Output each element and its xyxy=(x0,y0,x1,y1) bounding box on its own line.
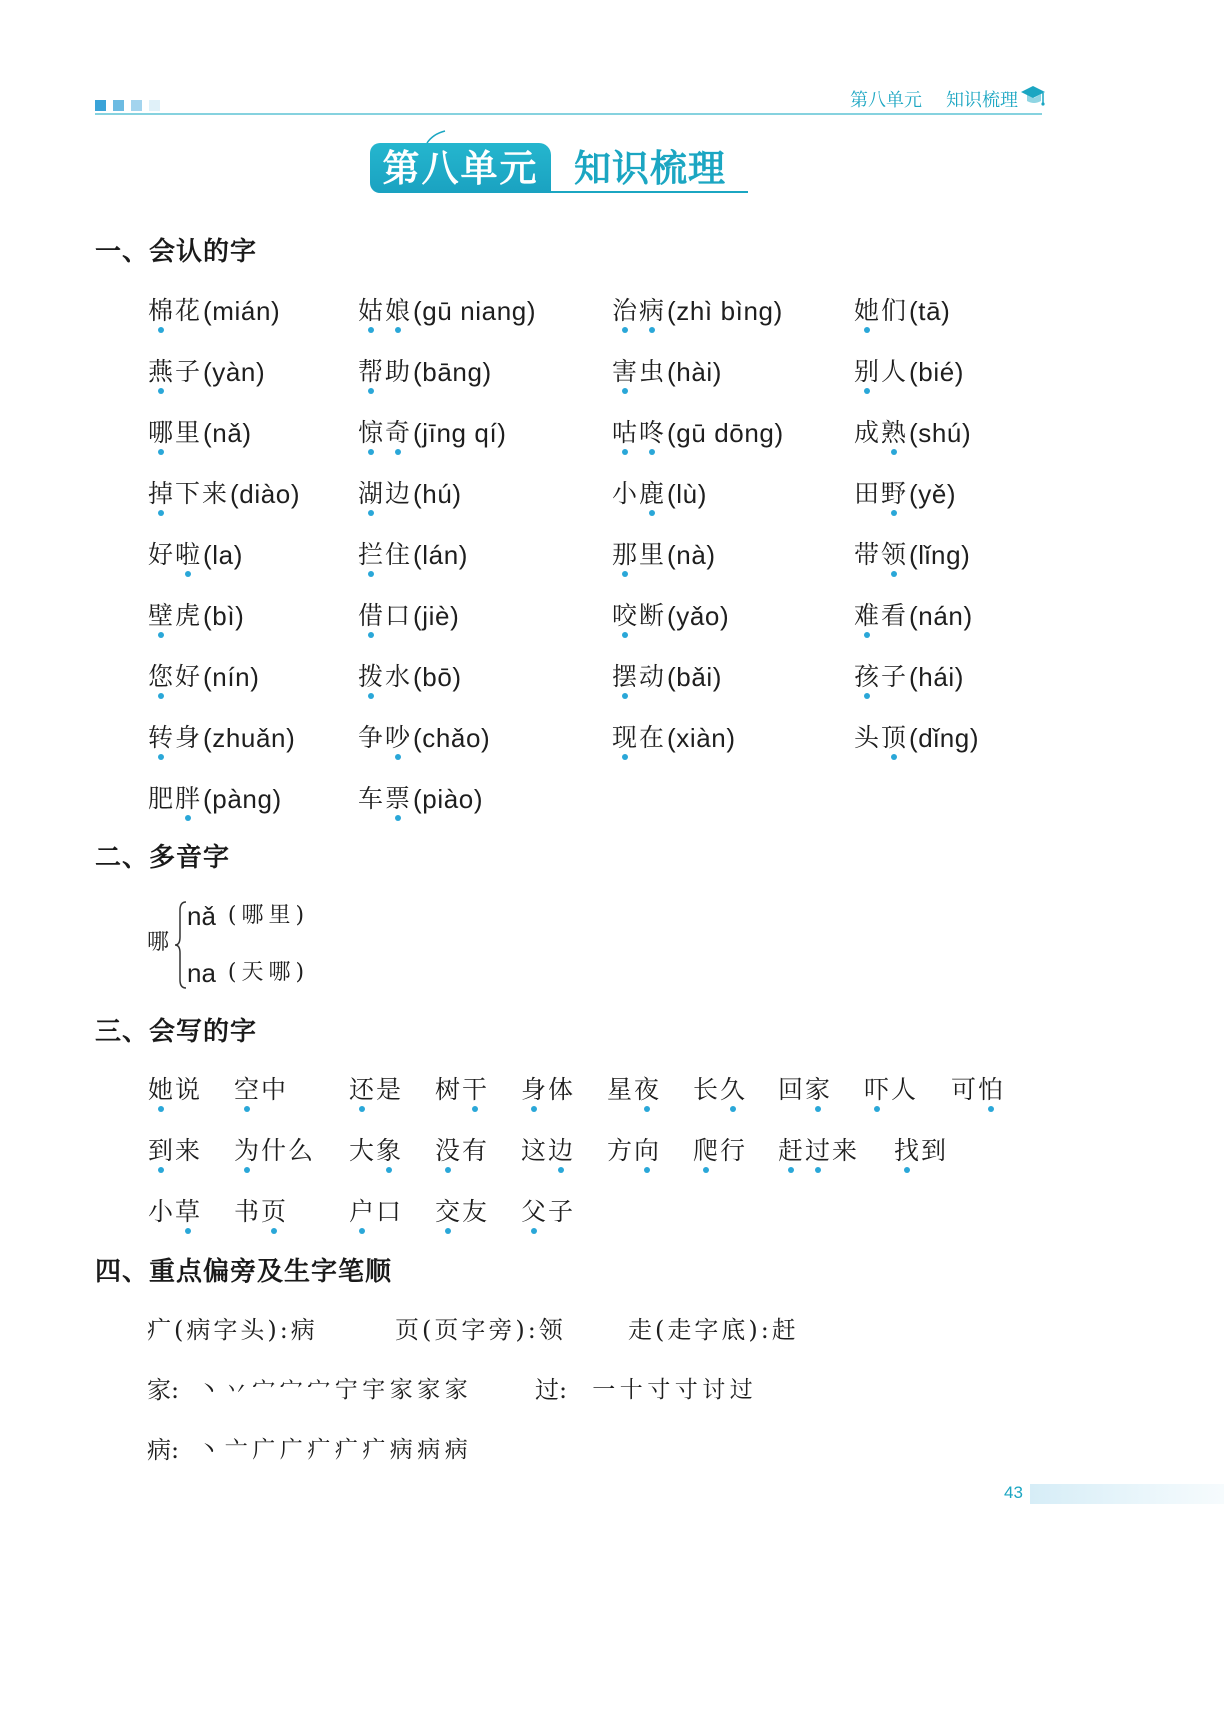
pinyin: (piào) xyxy=(413,784,484,814)
section-heading-recognize: 一、会认的字 xyxy=(95,237,258,267)
character: 断 xyxy=(638,601,664,630)
marked-character: 难 xyxy=(853,598,880,634)
character: 长 xyxy=(692,1075,718,1104)
marked-character: 她 xyxy=(853,293,880,329)
pinyin: (lǐng) xyxy=(909,540,971,570)
write-word xyxy=(606,1133,660,1169)
marked-character: 湖 xyxy=(357,476,384,512)
marked-character: 拦 xyxy=(357,537,384,573)
marked-character: 象 xyxy=(375,1133,402,1169)
pinyin: (bāng) xyxy=(413,357,492,387)
character: 身 xyxy=(174,723,200,752)
pinyin: (nà) xyxy=(667,540,716,570)
stroke-step: 丶 xyxy=(197,1437,221,1463)
recognize-entry xyxy=(147,720,295,756)
character: 来 xyxy=(174,1136,200,1165)
stroke-step: 病 xyxy=(444,1437,468,1463)
recognize-entry xyxy=(611,293,783,329)
pinyin: (zhuǎn) xyxy=(203,723,296,753)
stroke-order-label: 家: xyxy=(147,1376,180,1404)
section-heading-polyphone: 二、多音字 xyxy=(95,843,231,873)
character: 虫 xyxy=(638,357,664,386)
marked-character: 向 xyxy=(633,1133,660,1169)
marked-character: 咚 xyxy=(638,415,665,451)
marked-character: 户 xyxy=(348,1194,375,1230)
stroke-step: 宀 xyxy=(307,1377,331,1403)
pinyin: (yě) xyxy=(909,479,957,509)
marked-character: 边 xyxy=(547,1133,574,1169)
marked-character: 身 xyxy=(520,1072,547,1108)
marked-character: 病 xyxy=(638,293,665,329)
marked-character: 娘 xyxy=(384,293,411,329)
recognize-entry xyxy=(357,720,490,756)
character: 到 xyxy=(920,1136,946,1165)
pinyin: (tā) xyxy=(909,296,951,326)
polyphone-character: 哪 xyxy=(147,930,170,955)
character: 在 xyxy=(638,723,664,752)
marked-character: 夜 xyxy=(633,1072,660,1108)
section-heading-strokes: 四、重点偏旁及生字笔顺 xyxy=(95,1257,393,1287)
character: 回 xyxy=(777,1075,803,1104)
stroke-step: 讨 xyxy=(702,1377,726,1403)
marked-character: 家 xyxy=(804,1072,831,1108)
marked-character: 帮 xyxy=(357,354,384,390)
pinyin: (diào) xyxy=(230,479,301,509)
stroke-step: 广 xyxy=(279,1437,303,1463)
marked-character: 鹿 xyxy=(638,476,665,512)
marked-character: 啦 xyxy=(174,537,201,573)
write-word xyxy=(233,1072,287,1108)
recognize-entry xyxy=(611,354,722,390)
marked-character: 奇 xyxy=(384,415,411,451)
marked-character: 过 xyxy=(804,1133,831,1169)
marked-character: 惊 xyxy=(357,415,384,451)
reading-example-word: (天哪) xyxy=(227,960,310,985)
header-rule xyxy=(95,113,1042,115)
pinyin: (chǎo) xyxy=(413,723,491,753)
character: 大 xyxy=(348,1136,374,1165)
page-number: 43 xyxy=(1004,1483,1023,1502)
character: 好 xyxy=(174,662,200,691)
pinyin: (bǎi) xyxy=(667,662,723,692)
recognize-entry xyxy=(611,476,707,512)
character: 里 xyxy=(638,540,664,569)
stroke-order-sequence xyxy=(195,1432,470,1468)
write-word xyxy=(692,1133,746,1169)
marked-character: 胖 xyxy=(174,781,201,817)
character: 动 xyxy=(638,662,664,691)
character: 田 xyxy=(853,479,879,508)
character: 成 xyxy=(853,418,879,447)
pinyin: (jiè) xyxy=(413,601,460,631)
character: 们 xyxy=(880,296,906,325)
write-word xyxy=(893,1133,947,1169)
pinyin: (jīng qí) xyxy=(413,418,507,448)
pinyin: (gū niang) xyxy=(413,296,537,326)
marked-character: 找 xyxy=(893,1133,920,1169)
pinyin: (nán) xyxy=(909,601,973,631)
brace-icon xyxy=(174,900,188,990)
character: 人 xyxy=(880,357,906,386)
write-word xyxy=(520,1194,574,1230)
write-word xyxy=(147,1072,201,1108)
pinyin: (bié) xyxy=(909,357,965,387)
marked-character: 摆 xyxy=(611,659,638,695)
stroke-step: 丷 xyxy=(224,1377,248,1403)
marked-character: 空 xyxy=(233,1072,260,1108)
stroke-step: 疒 xyxy=(307,1437,331,1463)
recognize-entry xyxy=(853,476,956,512)
header-square xyxy=(95,100,106,111)
recognize-entry xyxy=(611,598,729,634)
recognize-entry xyxy=(357,781,483,817)
marked-character: 吵 xyxy=(384,720,411,756)
character: 方 xyxy=(606,1136,632,1165)
reading-example-word: (哪里) xyxy=(227,903,310,928)
header-square xyxy=(113,100,124,111)
marked-character: 咬 xyxy=(611,598,638,634)
marked-character: 熟 xyxy=(880,415,907,451)
recognize-entry xyxy=(357,476,462,512)
character: 体 xyxy=(547,1075,573,1104)
title-topic: 知识梳理 xyxy=(574,146,726,190)
running-header-unit: 第八单元 xyxy=(850,90,922,111)
reading-pinyin: na xyxy=(187,958,216,988)
write-word xyxy=(520,1133,574,1169)
character: 头 xyxy=(853,723,879,752)
stroke-step: 疒 xyxy=(362,1437,386,1463)
recognize-entry xyxy=(853,659,964,695)
character: 肥 xyxy=(147,784,173,813)
stroke-step: 寸 xyxy=(647,1377,671,1403)
character: 子 xyxy=(880,662,906,691)
marked-character: 姑 xyxy=(357,293,384,329)
stroke-step: 家 xyxy=(417,1377,441,1403)
write-word xyxy=(434,1194,488,1230)
marked-character: 壁 xyxy=(147,598,174,634)
stroke-step: 寸 xyxy=(674,1377,698,1403)
marked-character: 野 xyxy=(880,476,907,512)
character: 树 xyxy=(434,1075,460,1104)
character: 有 xyxy=(461,1136,487,1165)
stroke-step: 宇 xyxy=(362,1377,386,1403)
stroke-order-sequence xyxy=(590,1372,755,1408)
write-word xyxy=(233,1194,287,1230)
marked-character: 还 xyxy=(348,1072,375,1108)
marked-character: 别 xyxy=(853,354,880,390)
write-word xyxy=(348,1072,402,1108)
radical-note: 页(页字旁):领 xyxy=(395,1316,566,1344)
marked-character: 棉 xyxy=(147,293,174,329)
character: 子 xyxy=(174,357,200,386)
recognize-entry xyxy=(357,537,468,573)
marked-character: 借 xyxy=(357,598,384,634)
character: 是 xyxy=(375,1075,401,1104)
character: 小 xyxy=(611,479,637,508)
character: 好 xyxy=(147,540,173,569)
character: 友 xyxy=(461,1197,487,1226)
marked-character: 赶 xyxy=(777,1133,804,1169)
character: 虎 xyxy=(174,601,200,630)
character: 车 xyxy=(357,784,383,813)
recognize-entry xyxy=(853,415,971,451)
marked-character: 怕 xyxy=(977,1072,1004,1108)
marked-character: 治 xyxy=(611,293,638,329)
write-word xyxy=(348,1194,402,1230)
pinyin: (pàng) xyxy=(203,784,282,814)
pinyin: (la) xyxy=(203,540,243,570)
stroke-step: 十 xyxy=(619,1377,643,1403)
character: 可 xyxy=(950,1075,976,1104)
character: 子 xyxy=(547,1197,573,1226)
stroke-step: 亠 xyxy=(224,1437,248,1463)
recognize-entry xyxy=(853,354,964,390)
pinyin: (bō) xyxy=(413,662,462,692)
character: 这 xyxy=(520,1136,546,1165)
marked-character: 父 xyxy=(520,1194,547,1230)
recognize-entry xyxy=(853,598,973,634)
character: 行 xyxy=(719,1136,745,1165)
write-word xyxy=(863,1072,917,1108)
marked-character: 到 xyxy=(147,1133,174,1169)
write-word xyxy=(606,1072,660,1108)
polyphone-reading xyxy=(187,955,309,991)
character: 什 xyxy=(260,1136,286,1165)
recognize-entry xyxy=(357,354,492,390)
radical-note: 疒(病字头):病 xyxy=(147,1316,318,1344)
character: 说 xyxy=(174,1075,200,1104)
section-heading-write: 三、会写的字 xyxy=(95,1017,258,1047)
character: 带 xyxy=(853,540,879,569)
write-word xyxy=(692,1072,746,1108)
recognize-entry xyxy=(357,415,507,451)
pinyin: (lán) xyxy=(413,540,469,570)
radical-note: 走(走字底):赶 xyxy=(628,1316,799,1344)
pinyin: (xiàn) xyxy=(667,723,736,753)
marked-character: 哪 xyxy=(147,415,174,451)
stroke-step: 宁 xyxy=(334,1377,358,1403)
character: 书 xyxy=(233,1197,259,1226)
write-word xyxy=(777,1133,858,1169)
stroke-step: 丶 xyxy=(197,1377,221,1403)
pinyin: (lù) xyxy=(667,479,707,509)
recognize-entry xyxy=(357,293,536,329)
pinyin: (yǎo) xyxy=(667,601,730,631)
recognize-entry xyxy=(147,293,280,329)
graduation-cap-icon xyxy=(1020,82,1046,112)
character: 口 xyxy=(375,1197,401,1226)
marked-character: 掉 xyxy=(147,476,174,512)
recognize-entry xyxy=(147,598,244,634)
write-word xyxy=(233,1133,314,1169)
pinyin: (bì) xyxy=(203,601,245,631)
running-header-topic: 知识梳理 xyxy=(946,90,1018,111)
character: 住 xyxy=(384,540,410,569)
character: 口 xyxy=(384,601,410,630)
stroke-order-label: 病: xyxy=(147,1436,180,1464)
character: 中 xyxy=(260,1075,286,1104)
page-number-bar xyxy=(1030,1484,1224,1504)
recognize-entry xyxy=(147,354,265,390)
recognize-entry xyxy=(611,720,736,756)
stroke-step: 宀 xyxy=(252,1377,276,1403)
recognize-entry xyxy=(853,537,970,573)
stroke-step: 疒 xyxy=(334,1437,358,1463)
character: 边 xyxy=(384,479,410,508)
marked-character: 爬 xyxy=(692,1133,719,1169)
write-word xyxy=(777,1072,831,1108)
title-underline xyxy=(551,191,748,193)
stroke-step: 宀 xyxy=(279,1377,303,1403)
stroke-step: 家 xyxy=(389,1377,413,1403)
recognize-entry xyxy=(611,537,716,573)
reading-pinyin: nǎ xyxy=(187,901,216,931)
write-word xyxy=(434,1072,488,1108)
write-word xyxy=(950,1072,1004,1108)
write-word xyxy=(434,1133,488,1169)
character: 争 xyxy=(357,723,383,752)
marked-character: 那 xyxy=(611,537,638,573)
recognize-entry xyxy=(357,659,462,695)
marked-character: 页 xyxy=(260,1194,287,1230)
marked-character: 为 xyxy=(233,1133,260,1169)
character: 星 xyxy=(606,1075,632,1104)
write-word xyxy=(147,1194,201,1230)
pinyin: (nín) xyxy=(203,662,260,692)
recognize-entry xyxy=(147,537,243,573)
pinyin: (hài) xyxy=(667,357,723,387)
marked-character: 咕 xyxy=(611,415,638,451)
marked-character: 孩 xyxy=(853,659,880,695)
pinyin: (yàn) xyxy=(203,357,266,387)
pinyin: (gū dōng) xyxy=(667,418,784,448)
recognize-entry xyxy=(357,598,459,634)
marked-character: 现 xyxy=(611,720,638,756)
marked-character: 交 xyxy=(434,1194,461,1230)
stroke-step: 过 xyxy=(729,1377,753,1403)
marked-character: 久 xyxy=(719,1072,746,1108)
marked-character: 票 xyxy=(384,781,411,817)
stroke-step: 一 xyxy=(592,1377,616,1403)
write-word xyxy=(147,1133,201,1169)
header-square xyxy=(149,100,160,111)
marked-character: 顶 xyxy=(880,720,907,756)
recognize-entry xyxy=(611,415,784,451)
recognize-entry xyxy=(853,720,979,756)
stroke-step: 病 xyxy=(389,1437,413,1463)
character: 助 xyxy=(384,357,410,386)
marked-character: 没 xyxy=(434,1133,461,1169)
recognize-entry xyxy=(147,415,252,451)
pinyin: (zhì bìng) xyxy=(667,296,783,326)
pinyin: (shú) xyxy=(909,418,972,448)
stroke-step: 病 xyxy=(417,1437,441,1463)
character: 花 xyxy=(174,296,200,325)
pinyin: (hú) xyxy=(413,479,462,509)
recognize-entry xyxy=(853,293,950,329)
marked-character: 拨 xyxy=(357,659,384,695)
stroke-step: 广 xyxy=(252,1437,276,1463)
character: 么 xyxy=(287,1136,313,1165)
marked-character: 燕 xyxy=(147,354,174,390)
marked-character: 您 xyxy=(147,659,174,695)
marked-character: 转 xyxy=(147,720,174,756)
stroke-order-label: 过: xyxy=(535,1376,568,1404)
marked-character: 领 xyxy=(880,537,907,573)
marked-character: 干 xyxy=(461,1072,488,1108)
header-square xyxy=(131,100,142,111)
character: 来 xyxy=(201,479,227,508)
character: 看 xyxy=(880,601,906,630)
character: 水 xyxy=(384,662,410,691)
character: 下 xyxy=(174,479,200,508)
stroke-order-sequence xyxy=(195,1372,470,1408)
character: 来 xyxy=(831,1136,857,1165)
pinyin: (mián) xyxy=(203,296,281,326)
write-word xyxy=(348,1133,402,1169)
title-unit-badge: 第八单元 xyxy=(370,143,551,193)
recognize-entry xyxy=(611,659,722,695)
stroke-step: 家 xyxy=(444,1377,468,1403)
polyphone-reading xyxy=(187,898,309,934)
character: 人 xyxy=(890,1075,916,1104)
recognize-entry xyxy=(147,476,300,512)
character: 里 xyxy=(174,418,200,447)
pinyin: (hái) xyxy=(909,662,965,692)
recognize-entry xyxy=(147,659,259,695)
marked-character: 她 xyxy=(147,1072,174,1108)
recognize-entry xyxy=(147,781,282,817)
character: 小 xyxy=(147,1197,173,1226)
write-word xyxy=(520,1072,574,1108)
marked-character: 草 xyxy=(174,1194,201,1230)
pinyin: (nǎ) xyxy=(203,418,252,448)
pinyin: (dǐng) xyxy=(909,723,980,753)
marked-character: 吓 xyxy=(863,1072,890,1108)
marked-character: 害 xyxy=(611,354,638,390)
